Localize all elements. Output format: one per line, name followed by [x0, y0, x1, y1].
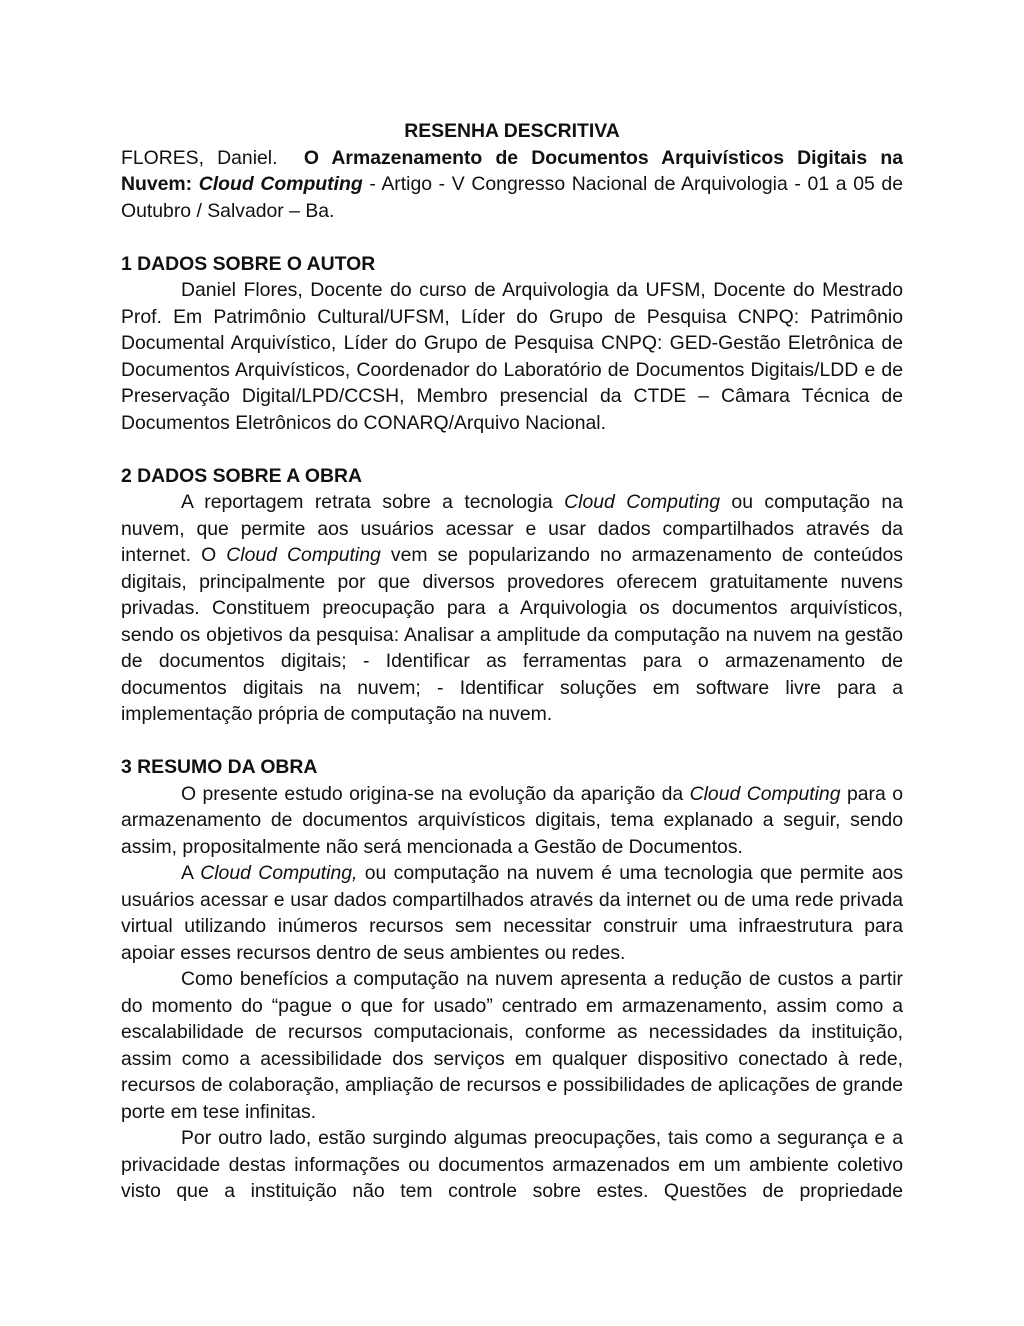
section-3-paragraph-2: [121, 860, 903, 966]
section-2-heading: 2 DADOS SOBRE A OBRA: [121, 464, 362, 487]
italic-term: Cloud Computing,: [200, 862, 358, 884]
section-3-heading: 3 RESUMO DA OBRA: [121, 756, 318, 778]
text-run: A: [181, 862, 193, 884]
text-run: para o armazenamento de documentos arquivísticos digitais, tema explanado a seguir, sendo assim, propositalmente não será mencionada a Gestão de Documentos.: [121, 782, 904, 858]
section-3-paragraph-4: Por outro lado, estão surgindo algumas preocupações, tais como a segurança e a privacidade destas informações ou documentos armazenados em um ambiente coletivo visto que a instituição não tem controle sobre estes. Questões de propriedade: [121, 1127, 903, 1202]
text-run: ou computação na nuvem, que permite aos usuários acessar e usar dados compartilhados através da internet. O: [121, 491, 903, 566]
section-2-paragraph: [121, 489, 903, 728]
section-1-paragraph: Daniel Flores, Docente do curso de Arquivologia da UFSM, Docente do Mestrado Prof. Em Patrimônio Cultural/UFSM, Líder do Grupo de Pesquisa CNPQ: Patrimônio Documental Arquivístico, Líder do Grupo de Pesquisa CNPQ: GED-Gestão Eletrônica de Documentos Arquivísticos, Coordenador do Laboratório de Documentos Digitais/LDD e de Preservação Digital/LPD/CCSH, Membro presencial da CTDE – Câmara Técnica de Documentos Eletrônicos do CONARQ/Arquivo Nacional.: [121, 279, 903, 434]
citation-rest: - Artigo - V Congresso Nacional de Arquivologia - 01 a 05 de Outubro / Salvador – Ba.: [121, 173, 903, 222]
citation: [121, 145, 903, 225]
text-run: vem se popularizando no armazenamento de conteúdos digitais, principalmente por que diversos provedores oferecem gratuitamente nuvens privadas. Constituem preocupação para a Arquivologia os documentos arquivísticos, sendo os objetivos da pesquisa: Analisar a amplitude da computação na nuvem na gestão de documentos digitais; - Identificar as ferramentas para o armazenamento de documentos digitais na nuvem; - Identificar soluções em software livre para a implementação própria de computação na nuvem.: [121, 544, 903, 725]
citation-title: O Armazenamento de Documentos Arquivísticos Digitais na Nuvem:: [121, 146, 904, 195]
text-run: ou computação na nuvem é uma tecnologia que permite aos usuários acessar e usar dados compartilhados através da internet ou de uma rede privada virtual utilizando inúmeros recursos sem necessitar construir uma infraestrutura para apoiar esses recursos dentro de seus ambientes ou redes.: [121, 862, 904, 964]
document-page: [121, 118, 903, 1205]
text-run: O presente estudo origina-se na evolução da aparição da: [181, 782, 684, 805]
italic-term: Cloud Computing: [564, 491, 721, 513]
section-3-paragraph-1: [121, 781, 903, 861]
text-run: A reportagem retrata sobre a tecnologia: [181, 491, 553, 513]
section-3-paragraph-3: Como benefícios a computação na nuvem apresenta a redução de custos a partir do momento do “pague o que for usado” centrado em armazenamento, assim como a escalabilidade de recursos computacionais, conforme as necessidades da instituição, assim como a acessibilidade dos serviços em qualquer dispositivo conectado à rede, recursos de colaboração, ampliação de recursos e possibilidades de aplicações de grande porte em tese infinitas.: [121, 968, 903, 1123]
section-1-heading: 1 DADOS SOBRE O AUTOR: [121, 252, 376, 275]
italic-term: Cloud Computing: [226, 544, 381, 566]
italic-term: Cloud Computing: [689, 782, 841, 805]
citation-title-italic: Cloud Computing: [198, 173, 363, 195]
citation-author: FLORES, Daniel.: [121, 146, 278, 169]
document-title: RESENHA DESCRITIVA: [404, 120, 620, 142]
